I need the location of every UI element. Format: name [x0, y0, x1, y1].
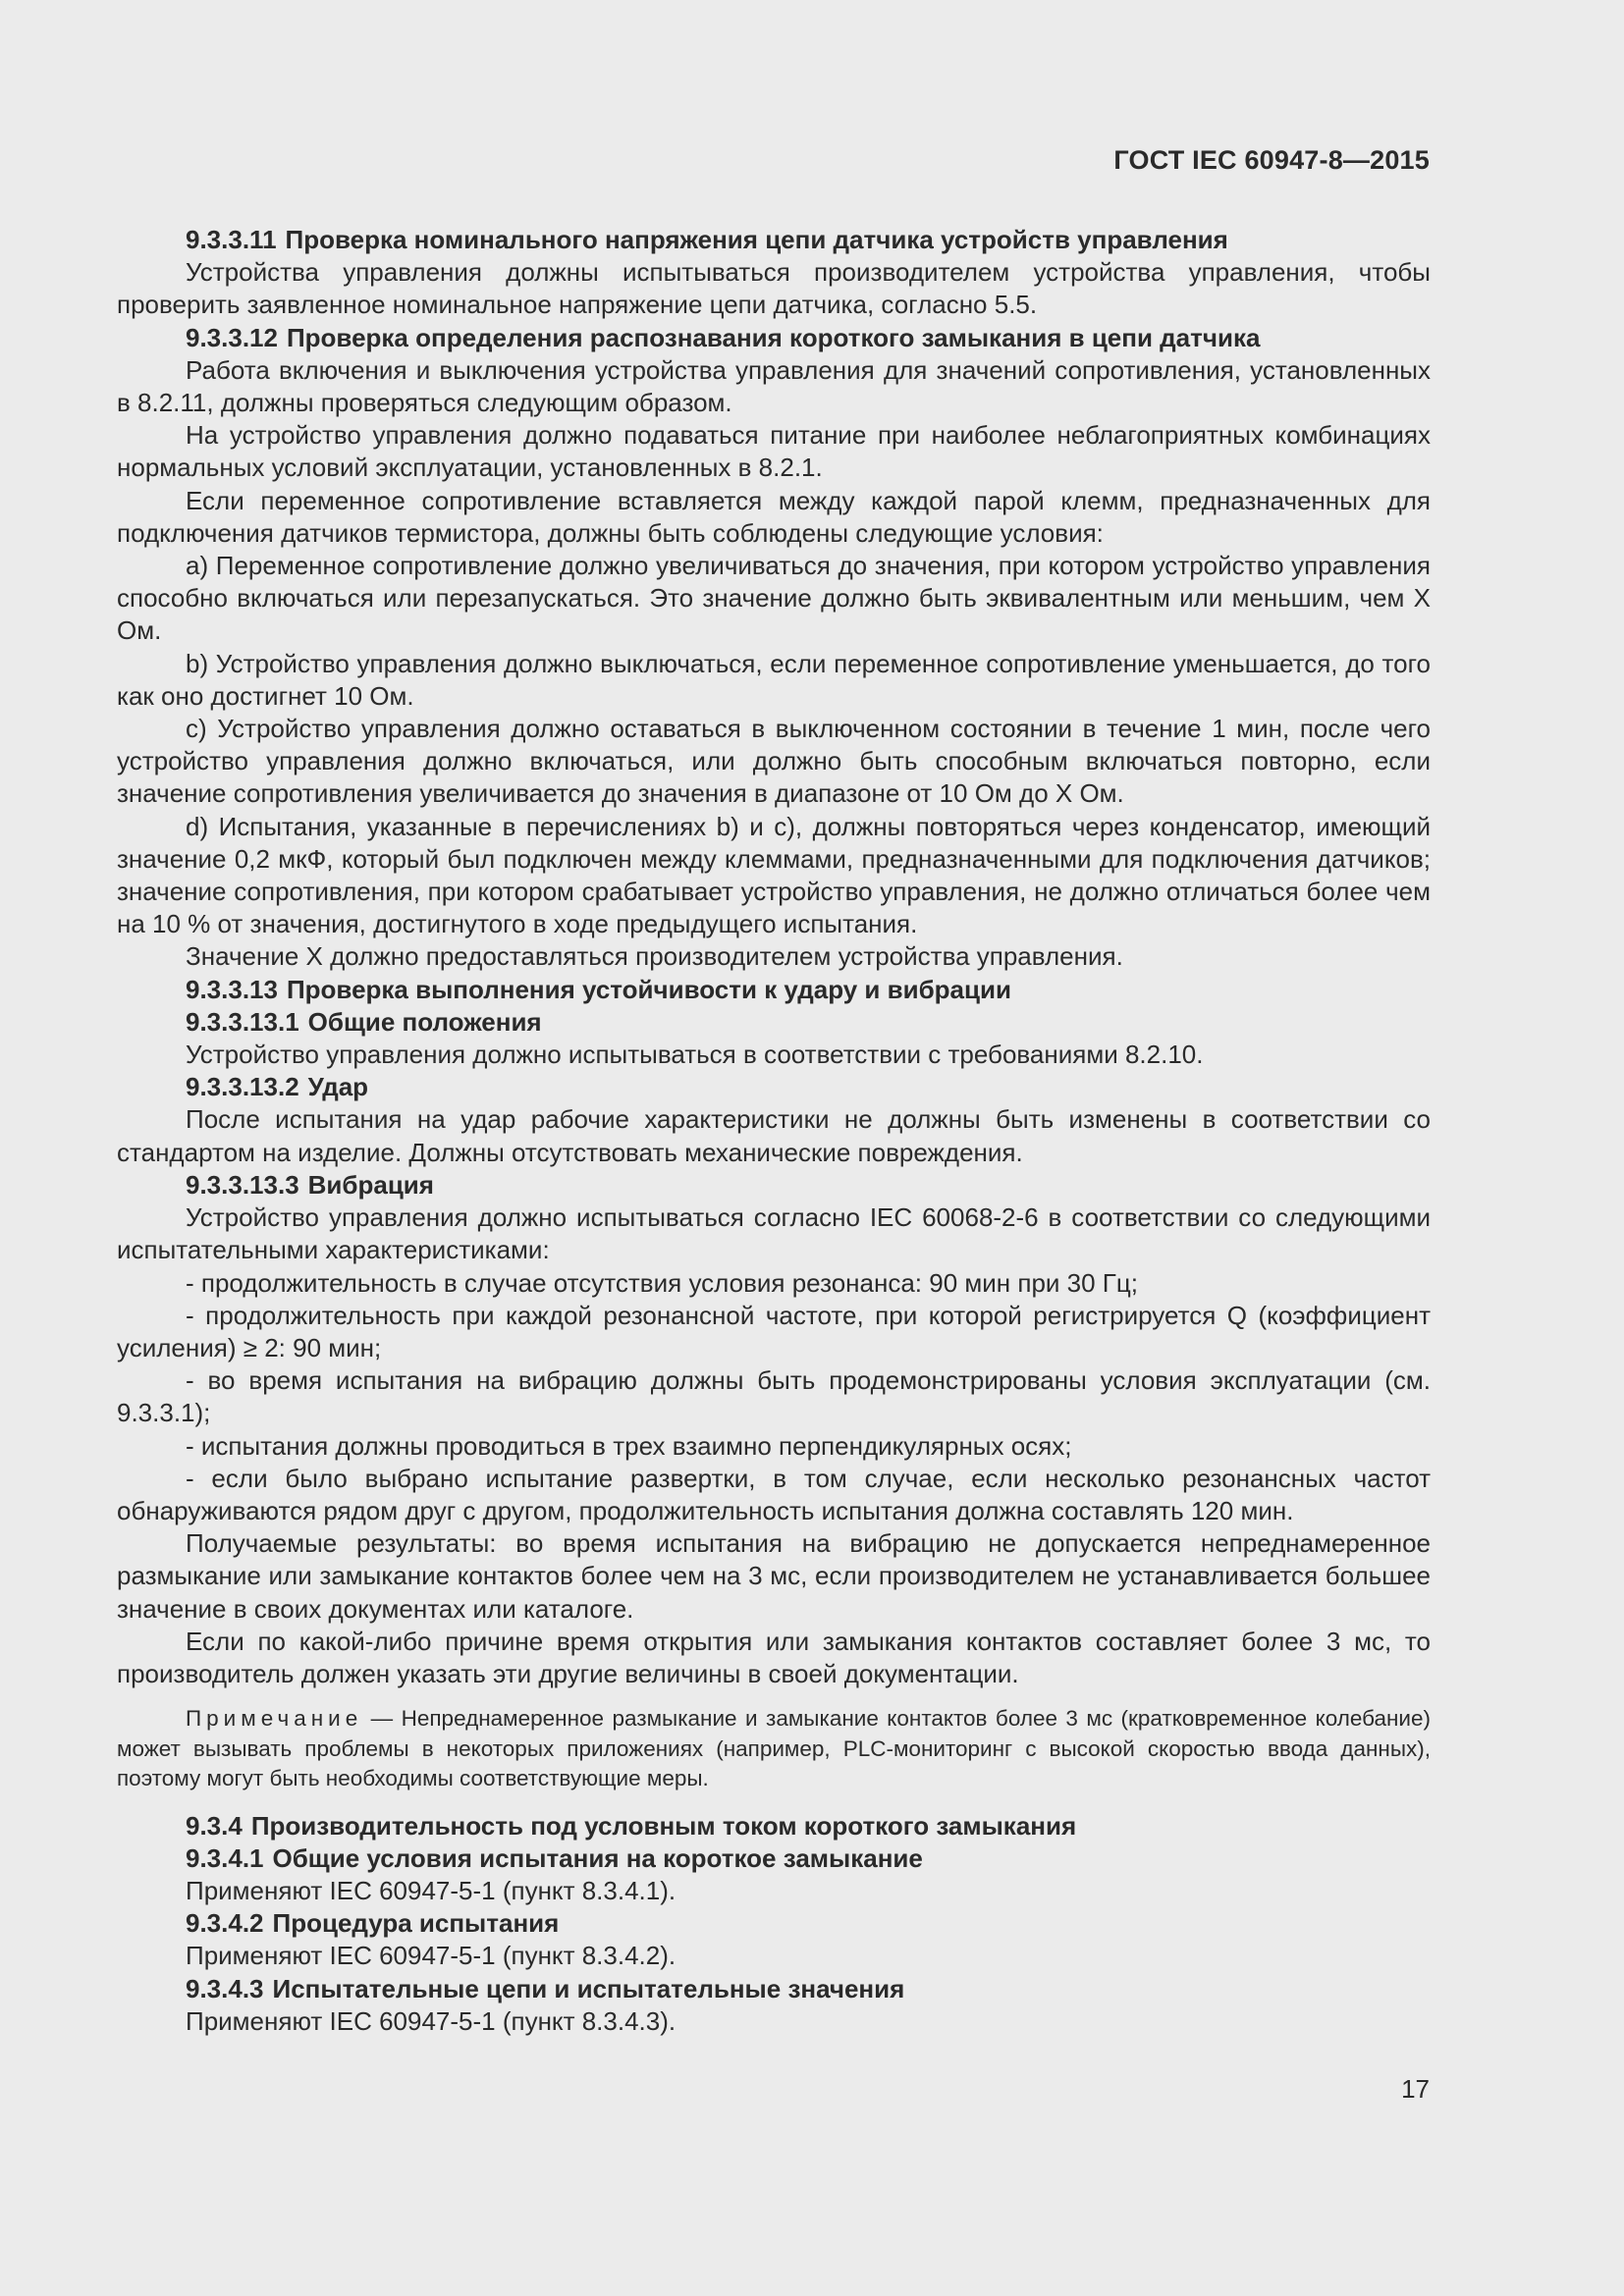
- page-number: 17: [1401, 2074, 1430, 2104]
- section-title: Испытательные цепи и испытательные значения: [272, 1973, 905, 2003]
- document-body: [117, 224, 1431, 2038]
- paragraph: Устройство управления должно испытываться в соответствии с требованиями 8.2.10.: [186, 1040, 1204, 1070]
- section-number: 9.3.3.13.1: [186, 1006, 299, 1037]
- section-heading: [117, 224, 1431, 256]
- paragraph: - во время испытания на вибрацию должны быть продемонстрированы условия эксплуатации (см. 9.3.3.1);: [117, 1365, 1431, 1428]
- section-heading: [117, 1169, 1431, 1201]
- section-heading: [117, 1842, 1431, 1875]
- note-label: Примечание: [186, 1706, 363, 1732]
- note-text: — Непреднамеренное размыкание и замыкание контактов более 3 мс (кратковременное колебание) может вызывать проблемы в некоторых приложениях (например, PLC-мониторинг с высокой скоростью ввода данных), поэтому могут быть необходимы соответствующие меры.: [117, 1706, 1431, 1791]
- section-title: Общие условия испытания на короткое замыкание: [272, 1842, 923, 1873]
- section-number: 9.3.4.1: [186, 1842, 264, 1873]
- paragraph: Работа включения и выключения устройства управления для значений сопротивления, установленных в 8.2.11, должны проверяться следующим образом.: [117, 354, 1431, 418]
- section-heading: [117, 322, 1431, 354]
- section-number: 9.3.3.13: [186, 974, 278, 1004]
- paragraph: Устройство управления должно испытываться согласно IEC 60068-2-6 в соответствии со следующими испытательными характеристиками:: [117, 1202, 1431, 1265]
- section-title: Проверка выполнения устойчивости к удару и вибрации: [286, 974, 1011, 1004]
- section-number: 9.3.3.12: [186, 322, 278, 352]
- section-title: Проверка определения распознавания короткого замыкания в цепи датчика: [286, 322, 1261, 352]
- paragraph: b) Устройство управления должно выключаться, если переменное сопротивление уменьшается, до того как оно достигнет 10 Ом.: [117, 648, 1431, 711]
- section-number: 9.3.4: [186, 1810, 243, 1841]
- section-number: 9.3.4.3: [186, 1973, 264, 2003]
- paragraph: c) Устройство управления должно оставаться в выключенном состоянии в течение 1 мин, после чего устройство управления должно включаться, или должно быть способным включаться повторно, если значение сопротивления увеличивается до значения в диапазоне от 10 Ом до Х Ом.: [117, 714, 1431, 809]
- paragraph: - продолжительность при каждой резонансной частоте, при которой регистрируется Q (коэффициент усиления) ≥ 2: 90 мин;: [117, 1300, 1431, 1362]
- section-heading: [117, 1071, 1431, 1103]
- section-number: 9.3.3.13.2: [186, 1072, 299, 1102]
- paragraph: - продолжительность в случае отсутствия условия резонанса: 90 мин при 30 Гц;: [186, 1267, 1138, 1298]
- section-heading: [117, 1907, 1431, 1940]
- paragraph: d) Испытания, указанные в перечислениях b) и c), должны повторяться через конденсатор, имеющий значение 0,2 мкФ, который был подключен между клеммами, предназначенными для подключения датчиков; значение сопротивления, при котором срабатывает устройство управления, не должно отличаться более чем на 10 % от значения, достигнутого в ходе предыдущего испытания.: [117, 811, 1431, 939]
- section-number: 9.3.3.11: [186, 225, 277, 254]
- section-title: Процедура испытания: [272, 1908, 560, 1939]
- section-number: 9.3.3.13.3: [186, 1169, 299, 1200]
- section-title: Вибрация: [307, 1169, 434, 1200]
- paragraph: После испытания на удар рабочие характеристики не должны быть изменены в соответствии со стандартом на изделие. Должны отсутствовать механические повреждения.: [117, 1104, 1431, 1167]
- section-title: Производительность под условным током короткого замыкания: [250, 1810, 1077, 1841]
- paragraph: Значение Х должно предоставляться производителем устройства управления.: [186, 941, 1123, 972]
- paragraph: - если было выбрано испытание развертки, в том случае, если несколько резонансных частот обнаруживаются рядом друг с другом, продолжительность испытания должна составлять 120 мин.: [117, 1463, 1431, 1525]
- paragraph: Получаемые результаты: во время испытания на вибрацию не допускается непреднамеренное размыкание или замыкание контактов более чем на 3 мс, если производителем не устанавливается большее значение в своих документах или каталоге.: [117, 1528, 1431, 1624]
- note: [117, 1704, 1431, 1794]
- paragraph: На устройство управления должно подаваться питание при наиболее неблагоприятных комбинациях нормальных условий эксплуатации, установленных в 8.2.1.: [117, 420, 1431, 483]
- paragraph: Если по какой-либо причине время открытия или замыкания контактов составляет более 3 мс, то производитель должен указать эти другие величины в своей документации.: [117, 1626, 1431, 1688]
- paragraph: Применяют IEC 60947-5-1 (пункт 8.3.4.1).: [186, 1876, 677, 1906]
- section-heading: [117, 1973, 1431, 2005]
- document-header: ГОСТ IEC 60947-8—2015: [1113, 145, 1430, 175]
- section-number: 9.3.4.2: [186, 1908, 264, 1939]
- section-heading: [117, 1006, 1431, 1039]
- paragraph: - испытания должны проводиться в трех взаимно перпендикулярных осях;: [186, 1430, 1072, 1461]
- section-title: Удар: [307, 1072, 369, 1102]
- section-title: Проверка номинального напряжения цепи датчика устройств управления: [285, 225, 1228, 254]
- paragraph: Применяют IEC 60947-5-1 (пункт 8.3.4.3).: [186, 2005, 677, 2036]
- paragraph: Применяют IEC 60947-5-1 (пункт 8.3.4.2).: [186, 1941, 677, 1971]
- paragraph: Устройства управления должны испытываться производителем устройства управления, чтобы проверить заявленное номинальное напряжение цепи датчика, согласно 5.5.: [117, 257, 1431, 320]
- section-heading: [117, 974, 1431, 1006]
- paragraph: a) Переменное сопротивление должно увеличиваться до значения, при котором устройство управления способно включаться или перезапускаться. Это значение должно быть эквивалентным или меньшим, чем Х Ом.: [117, 551, 1431, 646]
- section-title: Общие положения: [307, 1006, 542, 1037]
- section-heading: [117, 1810, 1431, 1842]
- paragraph: Если переменное сопротивление вставляется между каждой парой клемм, предназначенных для подключения датчиков термистора, должны быть соблюдены следующие условия:: [117, 485, 1431, 548]
